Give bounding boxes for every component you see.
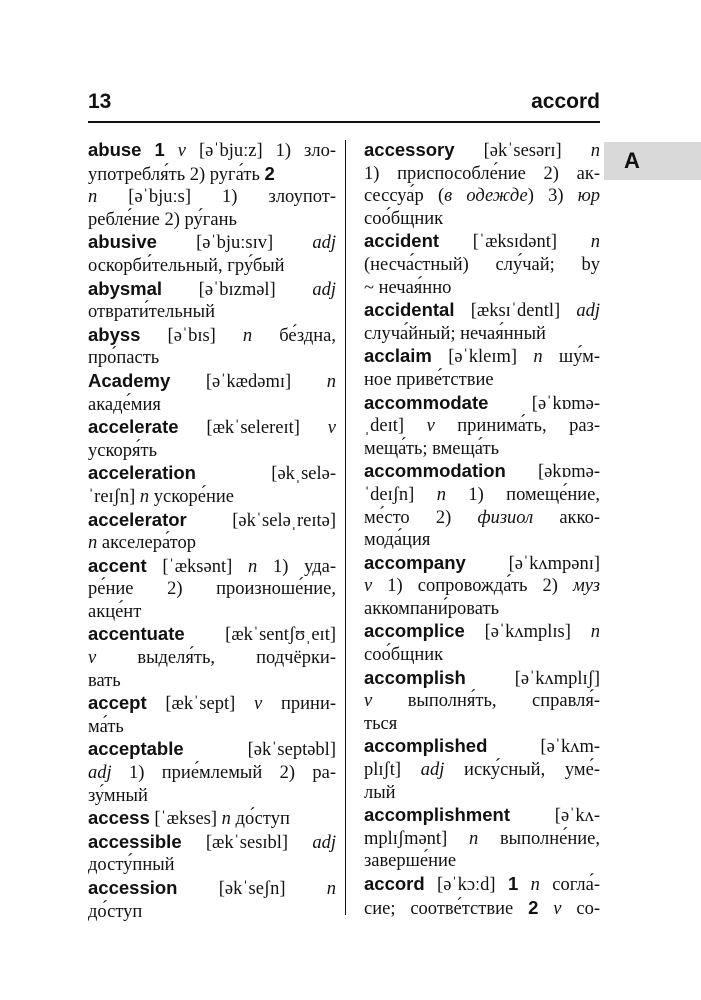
entry-text: [əˈbjuːz] 1) зло- [185, 141, 337, 161]
headword: accelerator [88, 508, 187, 530]
grammar-label: n [533, 347, 543, 368]
entry-line [88, 901, 336, 924]
sense-number: 2 [264, 162, 275, 184]
entry-line [364, 208, 600, 231]
entry-line [88, 301, 336, 324]
entry-text: принима́ть, раз- [434, 416, 601, 437]
headword: accessory [364, 139, 455, 160]
entry-line [88, 623, 336, 647]
entry-text: [ækˈsentʃʊˌeɪt] [184, 625, 336, 646]
headword: accord [364, 873, 425, 894]
entry-text: сие; соотве́тствие [364, 898, 529, 919]
entry-text: зу́мный [88, 785, 148, 806]
entry-text: случа́йный; нечая́нный [364, 323, 546, 344]
entry-text: про́пасть [88, 348, 160, 369]
entry-line [88, 647, 336, 670]
headword: accompany [364, 551, 466, 573]
entry-line [364, 392, 600, 416]
grammar-label: n [326, 879, 336, 899]
entry-text: ребле́ние 2) ру́гань [88, 209, 237, 230]
headword: accommodate [364, 391, 489, 413]
headword: accident [364, 230, 440, 252]
entry-line [88, 324, 336, 348]
entry-line [88, 738, 336, 762]
entry-text: лый [364, 782, 396, 803]
entry-text: [əˈkʌmplɪʃ] [465, 668, 600, 689]
headword: accept [88, 692, 147, 714]
entry-line [88, 532, 336, 555]
headword: accommodation [364, 460, 506, 482]
entry-text: согла́- [539, 875, 601, 895]
entry-text: оскорби́тельный, гру́бый [88, 255, 285, 276]
grammar-label: adj [576, 301, 600, 322]
grammar-label: n [468, 828, 479, 849]
headword: accomplice [364, 620, 465, 642]
column-divider [345, 140, 346, 915]
grammar-label: v [364, 691, 373, 712]
entry-text: [əˈkɒmə- [488, 393, 600, 414]
entry-line [88, 462, 336, 486]
page-number: 13 [88, 90, 112, 113]
grammar-label: в одежде [444, 186, 528, 207]
entry-text: [əkɒmə- [505, 462, 600, 483]
entry-line [364, 782, 600, 805]
thumb-index-letter: A [624, 148, 640, 173]
entry-text: 1) помеще́ние, [445, 484, 600, 505]
entry-line [364, 369, 600, 392]
headword: accessible [88, 830, 182, 852]
entry-text: [əkˈsesərɪ] [454, 141, 591, 161]
entry-text: выполня́ть, справля́- [372, 691, 600, 712]
entry-text: [ækˈselereɪt] [178, 418, 328, 439]
entry-line [364, 484, 600, 507]
thumb-index-tab [604, 142, 701, 180]
entry-line [88, 692, 336, 716]
entry-text: [əˈbɪs] [140, 325, 243, 346]
entry-text: ˈdeɪʃn] [364, 484, 437, 505]
entry-text: [əˈkʌmpənɪ] [465, 553, 600, 574]
entry-line [364, 139, 600, 163]
entry-text: соо́бщник [364, 208, 444, 229]
entry-line [88, 762, 336, 785]
entry-text: [ˈæksənt] [146, 556, 248, 577]
entry-line [88, 370, 336, 394]
entry-text: сессуа́р ( [364, 186, 445, 207]
entry-line [88, 601, 336, 624]
headword: Academy [88, 369, 171, 391]
entry-text: ться [364, 713, 398, 734]
entry-line [88, 163, 336, 187]
grammar-label: v [553, 898, 562, 919]
entry-text: шу́м- [542, 347, 600, 368]
entry-line [364, 850, 600, 873]
headword: accelerate [88, 416, 179, 438]
entry-line [88, 209, 336, 232]
entry-text: [əˈbjuːsɪv] [156, 233, 313, 254]
entry-line [88, 231, 336, 255]
entry-text: 1) сопровожда́ть 2) [372, 576, 573, 597]
entry-text: [ˈækses] [149, 809, 222, 830]
headword: accomplish [364, 666, 466, 688]
entry-text: [əkˈseʃn] [177, 879, 327, 899]
entry-line [88, 394, 336, 417]
entry-text [165, 141, 178, 161]
entry-text [518, 875, 530, 895]
entry-text: [əˈkɔːd] [424, 875, 508, 895]
entry-text: [əˈkʌmplɪs] [464, 622, 591, 643]
entry-text: акце́нт [88, 601, 142, 622]
entry-line [364, 897, 600, 921]
entry-line [364, 254, 600, 277]
entry-text: (несча́стный) слу́чай; by [364, 254, 600, 275]
entry-text: [əˈkʌm- [487, 737, 600, 758]
entry-line [364, 460, 600, 484]
grammar-label: n [530, 875, 540, 895]
entry-text: ное приве́тствие [364, 369, 494, 390]
headword: accomplishment [364, 804, 510, 826]
entry-line [364, 299, 600, 323]
entry-line [364, 277, 600, 300]
entry-text: употребля́ть 2) руга́ть [88, 164, 265, 185]
entry-line [364, 828, 600, 851]
entry-line [88, 555, 336, 579]
grammar-label: n [221, 809, 231, 830]
entry-line [364, 759, 600, 782]
entry-text: [əˈkleɪm] [431, 347, 534, 368]
entry-line [88, 347, 336, 370]
entry-line [88, 416, 336, 440]
entry-line [88, 278, 336, 302]
entry-text: [æksɪˈdentl] [454, 301, 577, 322]
entry-line [364, 713, 600, 736]
entry-text: [ækˈsept] [146, 694, 255, 715]
headword: abusive [88, 231, 157, 253]
entry-line [88, 509, 336, 533]
entry-text: акаде́мия [88, 394, 161, 415]
headword: acceleration [88, 462, 196, 484]
grammar-label: юр [577, 186, 601, 207]
entry-text: акко- [533, 507, 600, 528]
grammar-label: n [88, 533, 98, 554]
headword: accidental [364, 299, 455, 321]
entry-text: 1) приспособле́ние 2) ак- [364, 163, 600, 184]
headword: abyss [88, 323, 141, 345]
entry-line [364, 415, 600, 438]
entry-text: ˈreɪʃn] [88, 486, 140, 507]
entry-line [88, 486, 336, 509]
sense-number: 2 [528, 896, 539, 918]
entry-text: выделя́ть, подчёрки- [96, 648, 336, 669]
entry-line [364, 163, 600, 186]
grammar-label: n [88, 187, 98, 208]
entry-text: ме́сто 2) [364, 507, 478, 528]
entry-text: ˌdeɪt] [364, 416, 427, 437]
entry-line [88, 785, 336, 808]
entry-text: ) 3) [527, 186, 578, 207]
headword: accomplished [364, 735, 488, 757]
grammar-label: n [590, 141, 600, 161]
entry-text: досту́пный [88, 855, 175, 876]
entry-line [364, 690, 600, 713]
entry-text: [əkˈseptəbl] [183, 740, 336, 761]
headword: accession [88, 877, 178, 898]
entry-line [88, 807, 336, 831]
entry-line [364, 438, 600, 461]
entry-line [88, 854, 336, 877]
entry-line [88, 139, 336, 163]
entry-text: 1) прие́млемый 2) ра- [111, 763, 336, 784]
entry-text: 1) уда- [257, 556, 336, 577]
entry-text: аккомпани́ровать [364, 598, 500, 619]
guide-word: accord [531, 90, 600, 113]
entry-text: мода́ция [364, 530, 431, 551]
entry-text [141, 141, 154, 161]
entry-line [88, 440, 336, 463]
grammar-label: v [88, 648, 97, 669]
entry-text: [əˈbɪzməl] [162, 279, 313, 300]
entry-text: plɪʃt] [364, 760, 421, 781]
grammar-label: физиол [477, 507, 534, 528]
entry-text: отврати́тельный [88, 302, 215, 323]
header-rule [88, 121, 600, 123]
entry-text: ускоре́ние [149, 486, 234, 507]
grammar-label: n [590, 232, 600, 253]
entry-line [364, 230, 600, 254]
grammar-label: v [426, 416, 435, 437]
entry-line [364, 873, 600, 897]
grammar-label: n [242, 325, 253, 346]
grammar-label: adj [88, 763, 112, 784]
entry-line [364, 323, 600, 346]
entry-text: [ækˈsesɪbl] [181, 832, 313, 853]
running-header [88, 89, 600, 119]
grammar-label: n [139, 486, 150, 507]
grammar-label: муз [573, 576, 600, 597]
entry-line [88, 670, 336, 693]
entry-text: прини- [262, 694, 337, 715]
headword: abuse [88, 139, 142, 160]
headword: acceptable [88, 738, 184, 760]
grammar-label: v [327, 418, 336, 439]
entry-line [364, 620, 600, 644]
entry-text [538, 899, 553, 919]
headword: accentuate [88, 623, 185, 645]
grammar-label: n [436, 484, 446, 505]
headword: acclaim [364, 345, 432, 367]
entry-text: [əˈbjuːs] 1) злоупот- [97, 187, 336, 208]
entry-line [88, 716, 336, 739]
grammar-label: n [326, 371, 336, 392]
entry-text: ма́ть [88, 716, 124, 737]
entry-text: ~ нечая́нно [364, 277, 452, 298]
grammar-label: n [247, 556, 258, 577]
grammar-label: adj [312, 279, 336, 300]
entry-text: со- [561, 898, 601, 919]
entry-text: [ˈæksɪdənt] [439, 232, 591, 253]
entry-text: [əkˌselə- [195, 464, 336, 485]
grammar-label: v [254, 694, 263, 715]
grammar-label: v [177, 141, 186, 161]
entry-line [364, 644, 600, 667]
sense-number: 1 [154, 139, 165, 160]
entry-line [364, 552, 600, 576]
headword: accent [88, 554, 147, 576]
entry-text: бе́здна, [252, 325, 336, 346]
entry-line [364, 667, 600, 691]
entry-line [88, 186, 336, 209]
grammar-label: n [590, 622, 600, 643]
sense-number: 1 [507, 873, 519, 894]
headword: abysmal [88, 277, 163, 299]
left-column [88, 139, 336, 923]
entry-text: [əkˈseləˌreɪtə] [186, 510, 336, 531]
entry-line [364, 185, 600, 208]
right-column [364, 139, 600, 920]
entry-line [364, 598, 600, 621]
entry-line [364, 529, 600, 552]
entry-text: вать [88, 670, 121, 691]
entry-text: иску́сный, уме́- [444, 760, 600, 781]
entry-line [88, 255, 336, 278]
grammar-label: adj [312, 832, 336, 853]
entry-text: до́ступ [230, 809, 290, 830]
entry-line [364, 507, 600, 530]
entry-line [364, 575, 600, 598]
entry-text: mplɪʃmənt] [364, 828, 469, 849]
entry-text: ре́ние 2) произноше́ние, [88, 579, 336, 600]
entry-text: до́ступ [88, 901, 143, 922]
entry-text: выполне́ние, [478, 828, 600, 849]
entry-line [364, 804, 600, 828]
entry-text: соо́бщник [364, 645, 444, 666]
entry-text: ускоря́ть [88, 440, 158, 461]
entry-line [88, 578, 336, 601]
entry-line [364, 735, 600, 759]
entry-text: [əˈkædəmɪ] [170, 371, 327, 392]
entry-line [364, 345, 600, 369]
entry-line [88, 831, 336, 855]
entry-line [88, 877, 336, 901]
entry-text: меща́ть; вмеща́ть [364, 438, 500, 459]
grammar-label: v [364, 576, 373, 597]
grammar-label: adj [420, 760, 445, 781]
grammar-label: adj [312, 233, 336, 254]
headword: access [88, 807, 150, 829]
entry-text: [əˈkʌ- [510, 806, 600, 827]
entry-text: заверше́ние [364, 851, 457, 872]
entry-text: акселера́тор [97, 533, 197, 554]
